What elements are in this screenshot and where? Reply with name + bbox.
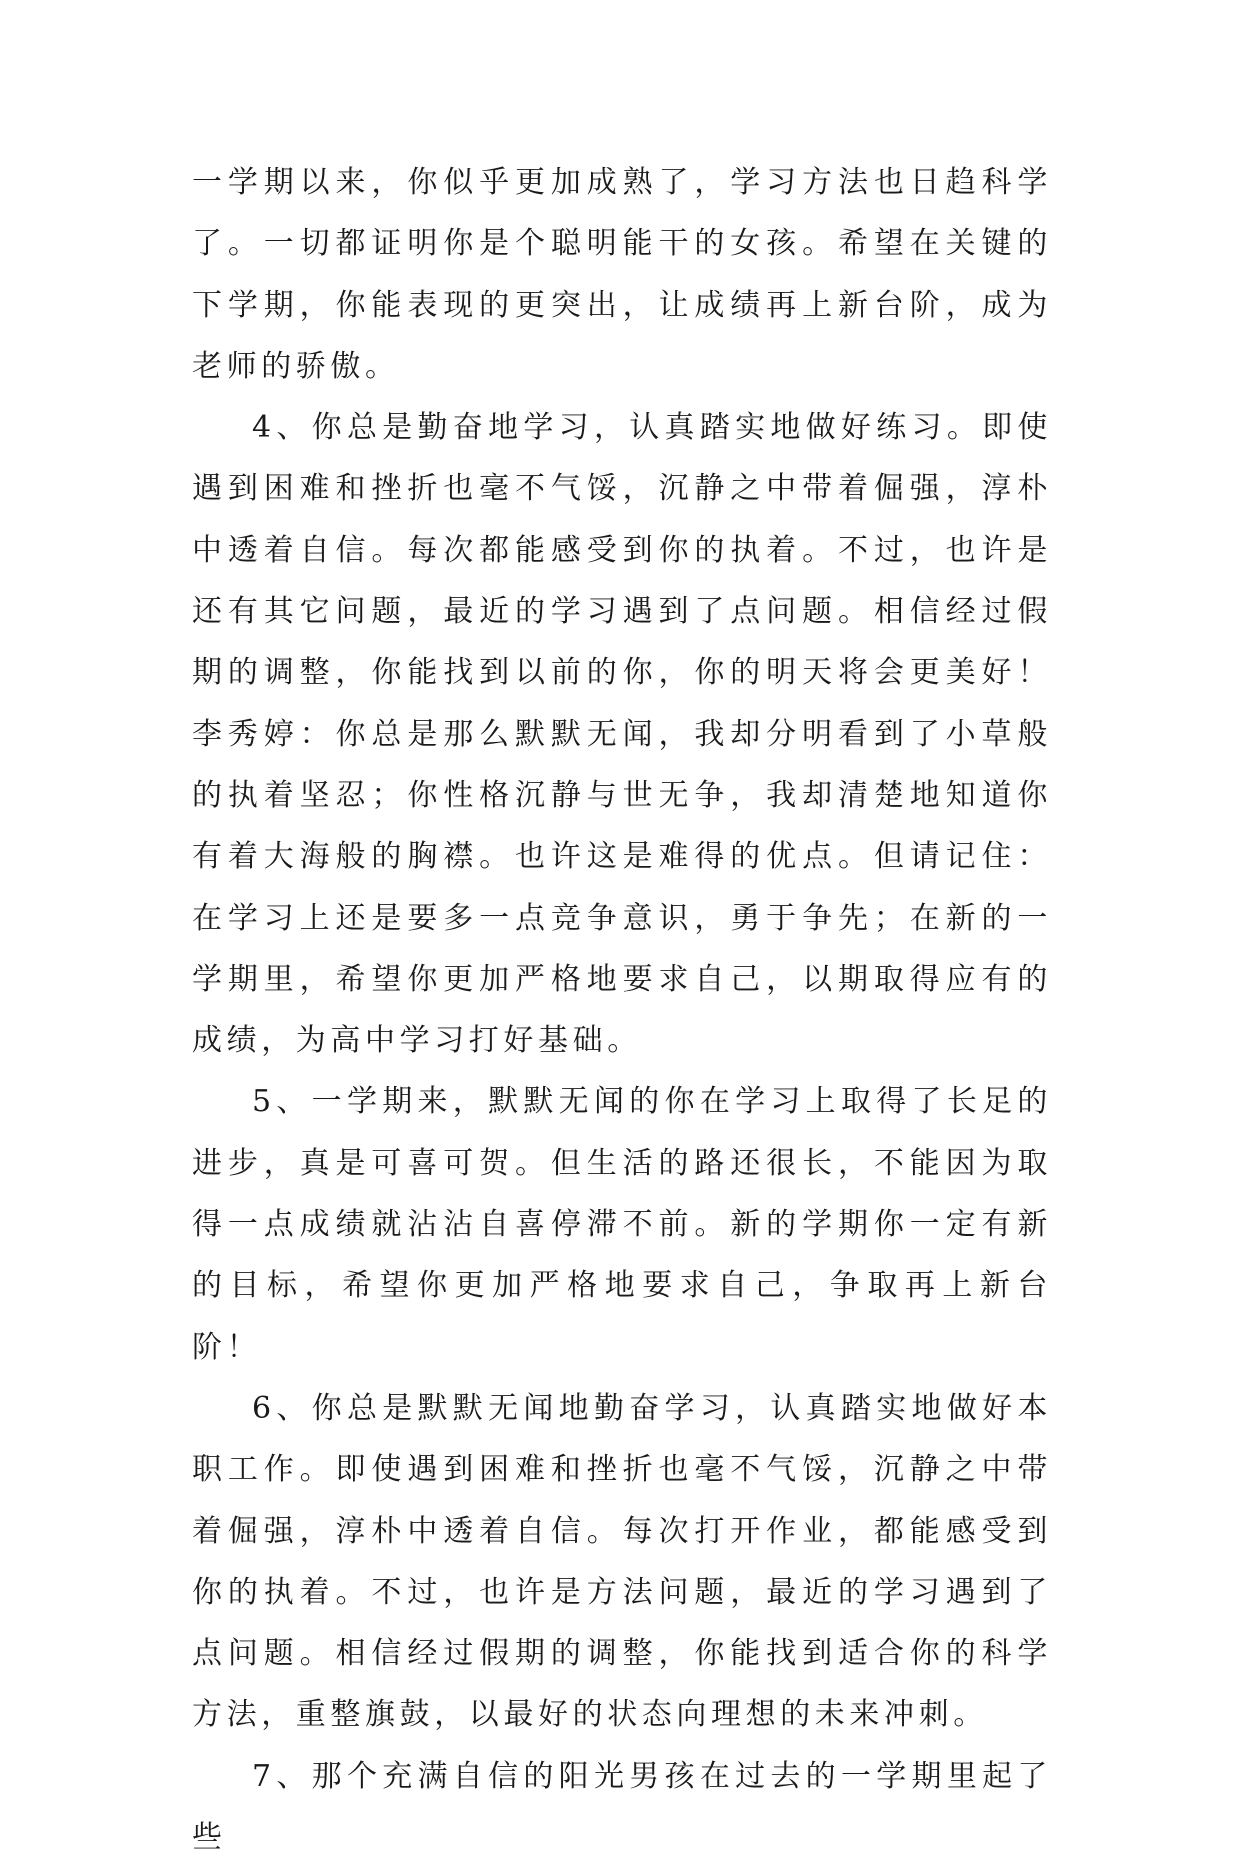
paragraph-item-6: 6、你总是默默无闻地勤奋学习，认真踏实地做好本职工作。即使遇到困难和挫折也毫不气馁，沉静之中带着倔强，淳朴中透着自信。每次打开作业，都能感受到你的执着。不过，也许是方法问题，最近的学习遇到了点问题。相信经过假期的调整，你能找到适合你的科学方法，重整旗鼓，以最好的状态向理想的未来冲刺。 bbox=[192, 1390, 1052, 1733]
paragraph-item-4: 4、你总是勤奋地学习，认真踏实地做好练习。即使遇到困难和挫折也毫不气馁，沉静之中带着倔强，淳朴中透着自信。每次都能感受到你的执着。不过，也许是还有其它问题，最近的学习遇到了点问题。相信经过假期的调整，你能找到以前的你，你的明天将会更美好！李秀婷：你总是那么默默无闻，我却分明看到了小草般的执着坚忍；你性格沉静与世无争，我却清楚地知道你有着大海般的胸襟。也许这是难得的优点。但请记住：在学习上还是要多一点竞争意识，勇于争先；在新的一学期里，希望你更加严格地要求自己，以期取得应有的成绩，为高中学习打好基础。 bbox=[192, 410, 1052, 1059]
paragraph-item-7: 7、那个充满自信的阳光男孩在过去的一学期里起了些 bbox=[192, 1758, 1052, 1856]
paragraph-continuation: 一学期以来，你似乎更加成熟了，学习方法也日趋科学了。一切都证明你是个聪明能干的女孩。希望在关键的下学期，你能表现的更突出，让成绩再上新台阶，成为老师的骄傲。 bbox=[192, 165, 1052, 384]
document-body bbox=[192, 152, 1052, 1868]
paragraph-item-5: 5、一学期来，默默无闻的你在学习上取得了长足的进步，真是可喜可贺。但生活的路还很长，不能因为取得一点成绩就沾沾自喜停滞不前。新的学期你一定有新的目标，希望你更加严格地要求自己，争取再上新台阶！ bbox=[192, 1084, 1052, 1365]
